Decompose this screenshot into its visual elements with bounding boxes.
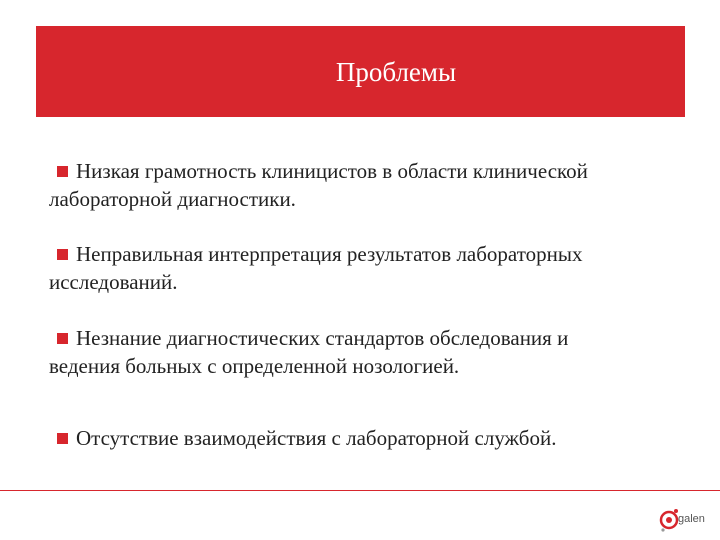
square-bullet-icon: [57, 249, 68, 260]
square-bullet-icon: [57, 433, 68, 444]
bullet-text-line1: Отсутствие взаимодействия с лабораторной службой.: [76, 426, 557, 450]
bullet-text-line1: Незнание диагностических стандартов обследования и: [76, 326, 569, 350]
square-bullet-icon: [57, 166, 68, 177]
bullet-text-line2: исследований.: [49, 270, 178, 294]
bullet-text-line1: Неправильная интерпретация результатов лабораторных: [76, 242, 583, 266]
slide-title: Проблемы: [335, 57, 457, 87]
square-bullet-icon: [57, 333, 68, 344]
bullet-item: [49, 240, 689, 296]
bullet-text-line2: ведения больных с определенной нозологией.: [49, 354, 460, 378]
bottom-divider: [0, 490, 720, 491]
bullet-text-line1: Низкая грамотность клиницистов в области клинической: [76, 159, 588, 183]
bullet-item: [49, 324, 689, 380]
bullet-text-line2: лабораторной диагностики.: [49, 187, 296, 211]
bullet-item: [49, 424, 689, 452]
bullet-item: [49, 157, 689, 213]
logo-text: galen: [678, 513, 705, 525]
